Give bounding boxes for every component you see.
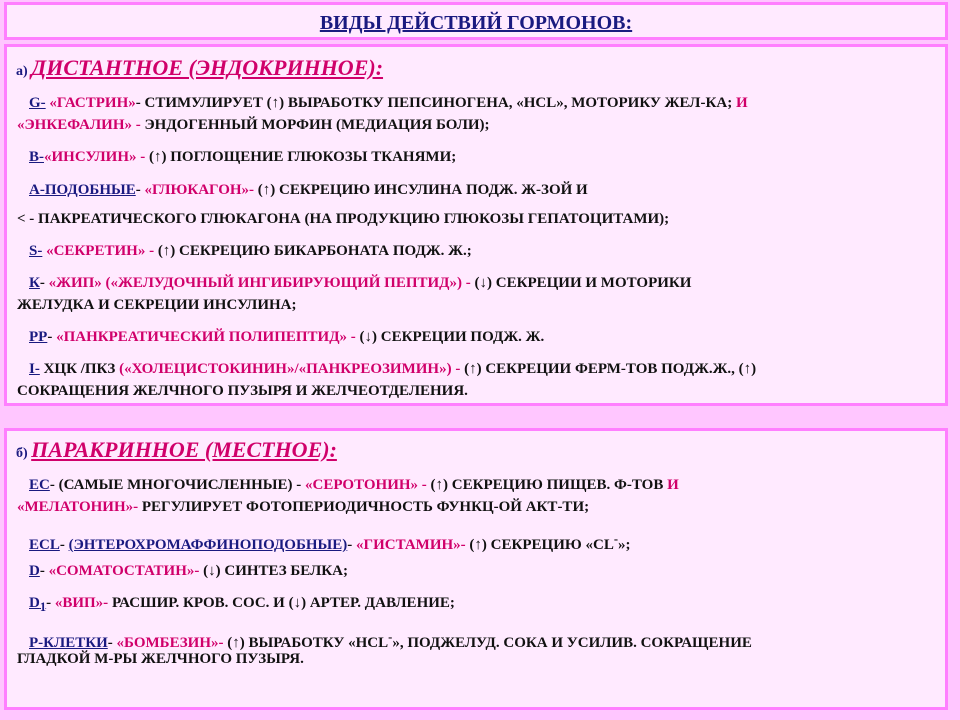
item-d-cells (17, 561, 939, 581)
section-a-heading (16, 55, 383, 81)
hormone-glucagon: «ГЛЮКАГОН»- (144, 182, 255, 198)
text: ГЛАДКОЙ М-РЫ ЖЕЛЧНОГО ПУЗЫРЯ. (17, 651, 304, 667)
section-b-heading (16, 437, 337, 463)
text: РАСШИР. КРОВ. СОС. И (↓) АРТЕР. ДАВЛЕНИЕ; (111, 595, 455, 611)
section-b-title: ПАРАКРИННОЕ (МЕСТНОЕ): (31, 437, 337, 462)
cell-type-a: A-ПОДОБНЫЕ (29, 182, 136, 198)
cell-type-b: B- (29, 149, 44, 165)
item-pp-cells (17, 327, 939, 347)
cell-type-g: G- (29, 95, 46, 111)
section-paracrine (4, 428, 948, 710)
text: РЕГУЛИРУЕТ ФОТОПЕРИОДИЧНОСТЬ ФУНКЦ-ОЙ АКТ-ТИ; (141, 499, 590, 515)
item-d1-cells (17, 593, 939, 617)
hormone-secretin: «СЕКРЕТИН» - (46, 243, 155, 259)
superscript: - (613, 532, 619, 546)
section-a-prefix: а) (16, 64, 28, 79)
text: », ПОДЖЕЛУД. СОКА И УСИЛИВ. СОКРАЩЕНИЕ (392, 635, 752, 651)
text: СОКРАЩЕНИЯ ЖЕЛЧНОГО ПУЗЫРЯ И ЖЕЛЧЕОТДЕЛЕНИЯ. (17, 383, 468, 399)
text: (↑) СЕКРЕЦИЮ ИНСУЛИНА ПОДЖ. Ж-ЗОЙ И (257, 182, 588, 198)
section-b-prefix: б) (16, 446, 28, 461)
cell-type-i: I- (29, 361, 40, 377)
hormone-serotonin: «СЕРОТОНИН» - (304, 477, 427, 493)
item-p-cells-cont (17, 649, 939, 669)
dash: - (39, 275, 45, 291)
subscript: 1 (39, 600, 47, 614)
cell-type-k: К (29, 275, 40, 291)
text: »; (618, 537, 631, 553)
text: - СТИМУЛИРУЕТ (↑) ВЫРАБОТКУ ПЕПСИНОГЕНА, «HCL», МОТОРИКУ ЖЕЛ-КА; (135, 95, 733, 111)
cell-letter: D (29, 595, 40, 611)
text: (↑) ВЫРАБОТКУ «HCL (227, 635, 389, 651)
dash: - (59, 537, 65, 553)
item-k-cells-cont (17, 295, 939, 315)
dash: - (135, 182, 141, 198)
hormone-somatostatin: «СОМАТОСТАТИН»- (48, 563, 200, 579)
cell-type-d: D (29, 563, 40, 579)
section-a-title: ДИСТАНТНОЕ (ЭНДОКРИННОЕ): (31, 55, 384, 80)
page-title: ВИДЫ ДЕЙСТВИЙ ГОРМОНОВ: (319, 12, 633, 34)
text: ЭНДОГЕННЫЙ МОРФИН (МЕДИАЦИЯ БОЛИ); (144, 117, 490, 133)
text: < - ПАКРЕАТИЧЕСКОГО ГЛЮКАГОНА (НА ПРОДУКЦИЮ ГЛЮКОЗЫ ГЕПАТОЦИТАМИ); (17, 211, 670, 227)
superscript: - (388, 630, 393, 644)
title-box (4, 2, 948, 40)
cell-type-p: P-КЛЕТКИ (29, 635, 108, 651)
hormone-pancreatic-polypeptide: «ПАНКРЕАТИЧЕСКИЙ ПОЛИПЕПТИД» - (56, 329, 356, 345)
item-k-cells (17, 273, 939, 293)
hormone-histamine: «ГИСТАМИН»- (356, 537, 466, 553)
item-g-cells-cont (17, 115, 939, 135)
cell-type-ec: EC (29, 477, 50, 493)
dash: - (347, 537, 353, 553)
item-b-cells (17, 147, 939, 167)
ecl-description: (ЭНТЕРОХРОМАФФИНОПОДОБНЫЕ) (68, 537, 348, 553)
conjunction: И (667, 477, 679, 493)
dash: - (49, 477, 55, 493)
text: (↑) ПОГЛОЩЕНИЕ ГЛЮКОЗЫ ТКАНЯМИ; (149, 149, 457, 165)
item-i-cells-cont (17, 381, 939, 401)
item-ec-cells (17, 475, 939, 495)
item-a-cells-cont (17, 209, 939, 229)
hormone-melatonin: «МЕЛАТОНИН»- (17, 499, 139, 515)
dash: - (39, 563, 45, 579)
hormone-cholecystokinin: («ХОЛЕЦИСТОКИНИН»/«ПАНКРЕОЗИМИН») - (119, 361, 461, 377)
cell-type-s: S- (29, 243, 43, 259)
hormone-gip: «ЖИП» («ЖЕЛУДОЧНЫЙ ИНГИБИРУЮЩИЙ ПЕПТИД») - (48, 275, 471, 291)
text: (↓) СЕКРЕЦИИ ПОДЖ. Ж. (359, 329, 545, 345)
hormone-bombesin: «БОМБЕЗИН»- (116, 635, 224, 651)
text: ЖЕЛУДКА И СЕКРЕЦИИ ИНСУЛИНА; (17, 297, 297, 313)
text: (САМЫЕ МНОГОЧИСЛЕННЫЕ) - (58, 477, 302, 493)
dash: - (46, 595, 52, 611)
hormone-enkephalin: «ЭНКЕФАЛИН» - (17, 117, 141, 133)
cell-type-pp: PP (29, 329, 48, 345)
text: (↑) СЕКРЕЦИЮ БИКАРБОНАТА ПОДЖ. Ж.; (157, 243, 472, 259)
text: (↑) СЕКРЕЦИЮ ПИЩЕВ. Ф-ТОВ (430, 477, 664, 493)
cell-type-ecl: ECL (29, 537, 60, 553)
item-a-cells (17, 180, 939, 200)
item-ecl-cells (17, 529, 939, 555)
section-endocrine (4, 44, 948, 406)
item-s-cells (17, 241, 939, 261)
hormone-insulin: «ИНСУЛИН» - (44, 149, 146, 165)
hormone-vip: «ВИП»- (54, 595, 109, 611)
text: (↓) СЕКРЕЦИИ И МОТОРИКИ (474, 275, 692, 291)
item-g-cells (17, 93, 939, 113)
dash: - (107, 635, 113, 651)
hormone-gastrin: «ГАСТРИН» (49, 95, 136, 111)
item-ec-cells-cont (17, 497, 939, 517)
conjunction: И (735, 95, 748, 111)
text: ХЦК /ПКЗ (43, 361, 116, 377)
cell-type-d1 (29, 595, 47, 614)
text: (↑) СЕКРЕЦИЮ «CL (469, 537, 614, 553)
text: (↑) СЕКРЕЦИИ ФЕРМ-ТОВ ПОДЖ.Ж., (↑) (464, 361, 757, 377)
item-i-cells (17, 359, 939, 379)
text: (↓) СИНТЕЗ БЕЛКА; (203, 563, 348, 579)
dash: - (47, 329, 53, 345)
